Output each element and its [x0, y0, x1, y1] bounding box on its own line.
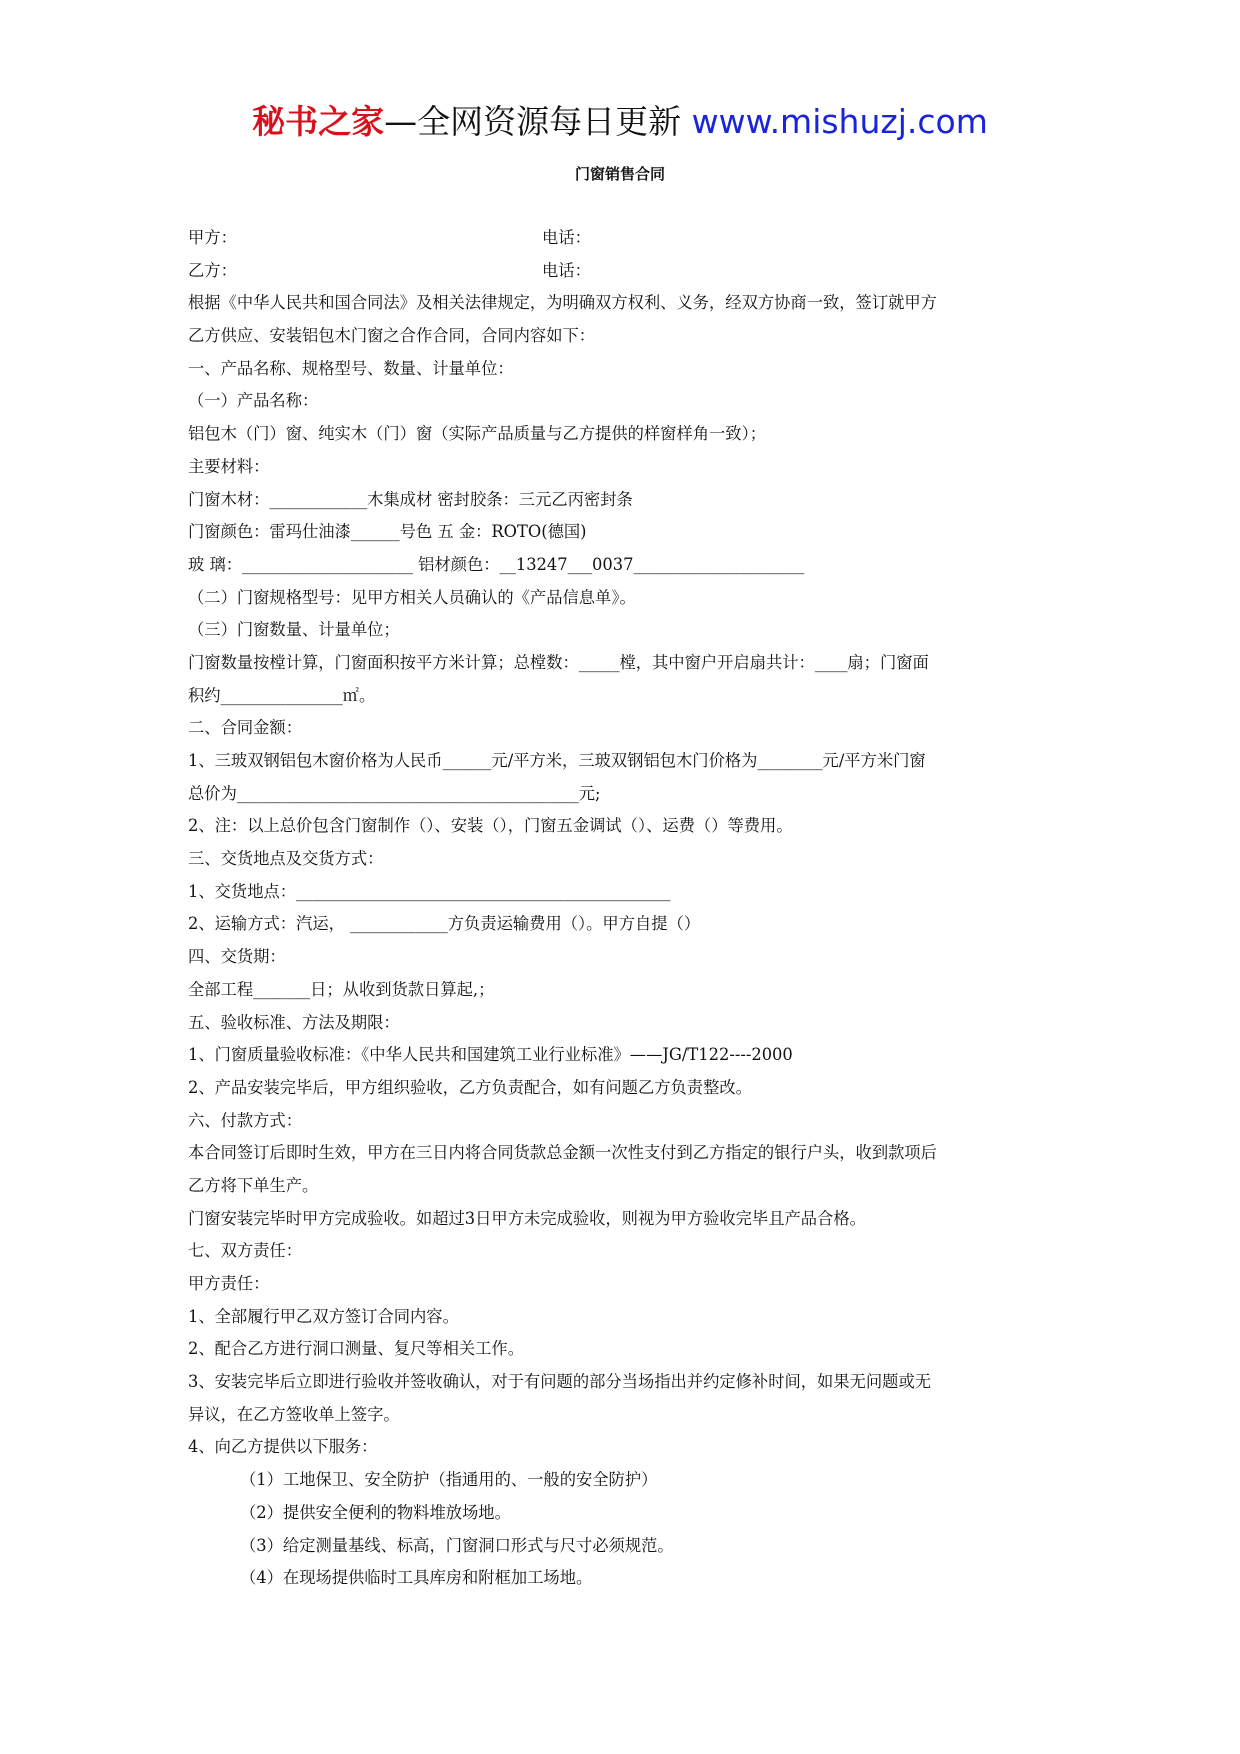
paragraph-line: 4、向乙方提供以下服务：	[188, 1437, 378, 1457]
banner-brand: 秘书之家	[252, 102, 385, 141]
paragraph-line: 2、配合乙方进行洞口测量、复尺等相关工作。	[188, 1339, 524, 1359]
paragraph-line: 2、产品安装完毕后，甲方组织验收，乙方负责配合，如有问题乙方负责整改。	[188, 1077, 752, 1097]
paragraph-line: 门窗颜色：雷玛仕油漆______号色 五 金：ROTO(德国)	[188, 522, 587, 542]
service-item: （4）在现场提供临时工具库房和附框加工场地。	[240, 1568, 593, 1588]
paragraph-line: 门窗木材：____________木集成材 密封胶条：三元乙丙密封条	[188, 489, 633, 509]
section-heading: 一、产品名称、规格型号、数量、计量单位：	[188, 358, 514, 378]
subsection-heading: （一）产品名称：	[188, 391, 319, 411]
service-item: （3）给定测量基线、标高，门窗洞口形式与尺寸必须规范。	[240, 1535, 674, 1555]
paragraph-line: 积约_______________㎡。	[188, 685, 376, 705]
paragraph-line: 乙方供应、安装铝包木门窗之合作合同，合同内容如下：	[188, 326, 596, 346]
paragraph-line: 门窗安装完毕时甲方完成验收。如超过3日甲方未完成验收，则视为甲方验收完毕且产品合格。	[188, 1208, 866, 1228]
paragraph-line: 甲方责任：	[188, 1274, 270, 1293]
paragraph-line: 异议，在乙方签收单上签字。	[188, 1404, 400, 1424]
paragraph-line: 全部工程_______日；从收到货款日算起,；	[188, 979, 495, 999]
party-b-label: 乙方：	[188, 260, 237, 280]
paragraph-line: 2、注：以上总价包含门窗制作（）、安装（），门窗五金调试（）、运费（）等费用。	[188, 816, 793, 836]
party-a-label: 甲方：	[188, 228, 237, 247]
section-heading: 五、验收标准、方法及期限：	[188, 1012, 400, 1032]
paragraph-line: 2、运输方式：汽运， ____________方负责运输费用（）。甲方自提（）	[188, 914, 701, 934]
party-b-phone-label: 电话：	[542, 260, 591, 280]
paragraph-line: 总价为__________________________________________元;	[188, 783, 601, 803]
paragraph-line: 门窗数量按樘计算，门窗面积按平方米计算；总樘数：_____樘，其中窗户开启扇共计：____扇；门窗面	[188, 652, 929, 672]
paragraph-line: 玻 璃：_____________________ 铝材颜色：__13247___0037_____________________	[188, 554, 805, 574]
paragraph-line: 1、三玻双钢铝包木窗价格为人民币______元/平方米，三玻双钢铝包木门价格为________元/平方米门窗	[188, 751, 926, 770]
subsection-heading: （三）门窗数量、计量单位；	[188, 620, 400, 640]
paragraph-line: 根据《中华人民共和国合同法》及相关法律规定，为明确双方权利、义务，经双方协商一致，签订就甲方	[188, 293, 937, 313]
banner-url-link[interactable]: www.mishuzj.com	[691, 102, 988, 141]
party-a-phone-label: 电话：	[542, 228, 591, 247]
service-item: （2）提供安全便利的物料堆放场地。	[240, 1502, 511, 1522]
banner-tagline: —全网资源每日更新	[384, 102, 692, 141]
section-heading: 二、合同金额：	[188, 718, 302, 738]
paragraph-line: 本合同签订后即时生效，甲方在三日内将合同货款总金额一次性支付到乙方指定的银行户头，收到款项后	[188, 1143, 937, 1163]
section-heading: 四、交货期：	[188, 947, 286, 967]
section-heading: 七、双方责任：	[188, 1241, 302, 1261]
paragraph-line: 铝包木（门）窗、纯实木（门）窗（实际产品质量与乙方提供的样窗样角一致）；	[188, 424, 766, 444]
section-heading: 三、交货地点及交货方式：	[188, 849, 384, 869]
paragraph-line: 主要材料：	[188, 456, 270, 476]
paragraph-line: 1、交货地点：______________________________________________	[188, 881, 671, 901]
paragraph-line: 1、门窗质量验收标准：《中华人民共和国建筑工业行业标准》——JG/T122----2000	[188, 1045, 793, 1065]
party-b-row	[188, 255, 1058, 288]
subsection-heading: （二）门窗规格型号：见甲方相关人员确认的《产品信息单》。	[188, 587, 636, 607]
service-item: （1）工地保卫、安全防护（指通用的、一般的安全防护）	[240, 1470, 658, 1490]
paragraph-line: 1、全部履行甲乙双方签订合同内容。	[188, 1306, 459, 1326]
contract-body	[188, 222, 1058, 1595]
section-heading: 六、付款方式：	[188, 1110, 302, 1130]
paragraph-line: 3、安装完毕后立即进行验收并签收确认，对于有问题的部分当场指出并约定修补时间，如果无问题或无	[188, 1372, 932, 1392]
paragraph-line: 乙方将下单生产。	[188, 1175, 319, 1195]
site-banner	[0, 100, 1240, 144]
contract-title: 门窗销售合同	[574, 165, 665, 183]
party-a-row	[188, 222, 1058, 255]
